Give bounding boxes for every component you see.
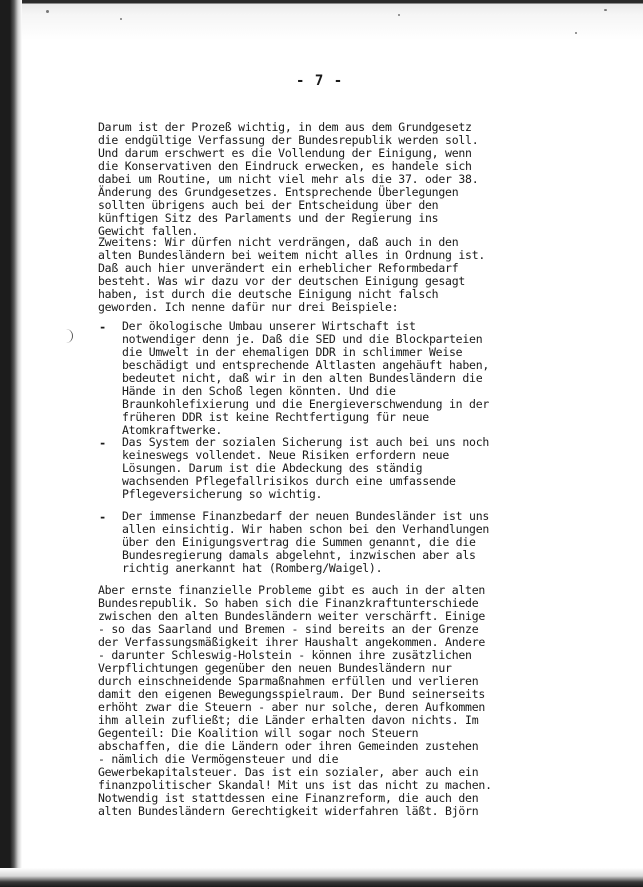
scan-speck bbox=[604, 9, 607, 11]
bullet-marker: - bbox=[99, 320, 107, 334]
bullet-item-3: Der immense Finanzbedarf der neuen Bundesländer ist uns allen einsichtig. Wir haben schon bei den Verhandlungen über den Einigungsvertrag die Summen genannt, die die Bundesregierung damals abgelehnt, inzwischen aber als richtig anerkannt hat (Romberg/Waigel). bbox=[122, 509, 490, 575]
scan-speck bbox=[120, 18, 122, 20]
paragraph-2: Zweitens: Wir dürfen nicht verdrängen, daß auch in den alten Bundesländern bei weitem nicht alles in Ordnung ist. Daß auch hier unverändert ein erheblicher Reformbedarf besteht. Was wir dazu vor der deutschen Einigung gesagt haben, ist durch die deutsche Einigung nicht falsch geworden. Ich nenne dafür nur drei Beispiele: bbox=[98, 235, 486, 314]
scan-edge-top bbox=[0, 0, 643, 40]
scan-edge-bottom bbox=[0, 868, 643, 887]
scan-speck bbox=[46, 10, 49, 13]
paragraph-4: Notwendig ist stattdessen eine Finanzreform, die auch den alten Bundesländern Gerechtigkeit widerfahren läßt. Björn bbox=[98, 791, 479, 818]
bullet-marker: - bbox=[99, 510, 107, 524]
scan-edge-left bbox=[0, 0, 22, 887]
bullet-item-2: Das System der sozialen Sicherung ist auch bei uns noch keineswegs vollendet. Neue Risiken erfordern neue Lösungen. Darum ist die Abdeckung des ständig wachsenden Pflegefallrisikos durch eine umfassende Pflegeversicherung so wichtig. bbox=[122, 435, 490, 501]
bullet-marker: - bbox=[99, 436, 107, 450]
bullet-item-1: Der ökologische Umbau unserer Wirtschaft ist notwendiger denn je. Daß die SED und die Blockparteien die Umwelt in der ehemaligen DDR in schlimmer Weise beschädigt und entsprechende Altlasten angehäuft haben, bedeutet nicht, daß wir in den alten Bundesländern die Hände in den Schoß legen könnten. Und die Braunkohlefixierung und die Energieverschwendung in der früheren DDR ist keine Rechtfertigung für neue Atomkraftwerke. bbox=[122, 319, 490, 437]
paragraph-1: Darum ist der Prozeß wichtig, in dem aus dem Grundgesetz die endgültige Verfassung der Bundesrepublik werden soll. Und darum erschwert es die Vollendung der Einigung, wenn die Konservativen den Eindruck erwecken, es handele sich dabei um Routine, um nicht viel mehr als die 37. oder 38. Änderung des Grundgesetzes. Entsprechende Überlegungen sollten übrigens auch bei der Entscheidung über den künftigen Sitz des Parlaments und der Regierung ins Gewicht fallen. bbox=[98, 120, 479, 238]
margin-mark bbox=[66, 329, 73, 343]
scan-speck bbox=[398, 14, 400, 16]
paragraph-3: Aber ernste finanzielle Probleme gibt es auch in der alten Bundesrepublik. So haben sich die Finanzkraftunterschiede zwischen den alten Bundesländern weiter verschärft. Einige - so das Saarland und Bremen - sind bereits an der Grenze der Verfassungsmäßigkeit ihrer Haushalt angekommen. Andere - darunter Schleswig-Holstein - können ihre zusätzlichen Verpflichtungen gegenüber den neuen Bundesländern nur durch einschneidende Sparmaßnahmen erfüllen und verlieren damit den eigenen Bewegungsspielraum. Der Bund seinerseits erhöht zwar die Steuern - aber nur solche, deren Aufkommen ihm allein zufließt; die Länder erhalten davon nichts. Im Gegenteil: Die Koalition will sogar noch Steuern abschaffen, die die Ländern oder ihren Gemeinden zustehen - nämlich die Vermögensteuer und die Gewerbekapitalsteuer. Das ist ein sozialer, aber auch ein finanzpolitischer Skandal! Mit uns ist das nicht zu machen. bbox=[98, 583, 492, 792]
page-number: - 7 - bbox=[296, 73, 344, 89]
scan-speck bbox=[575, 32, 577, 34]
